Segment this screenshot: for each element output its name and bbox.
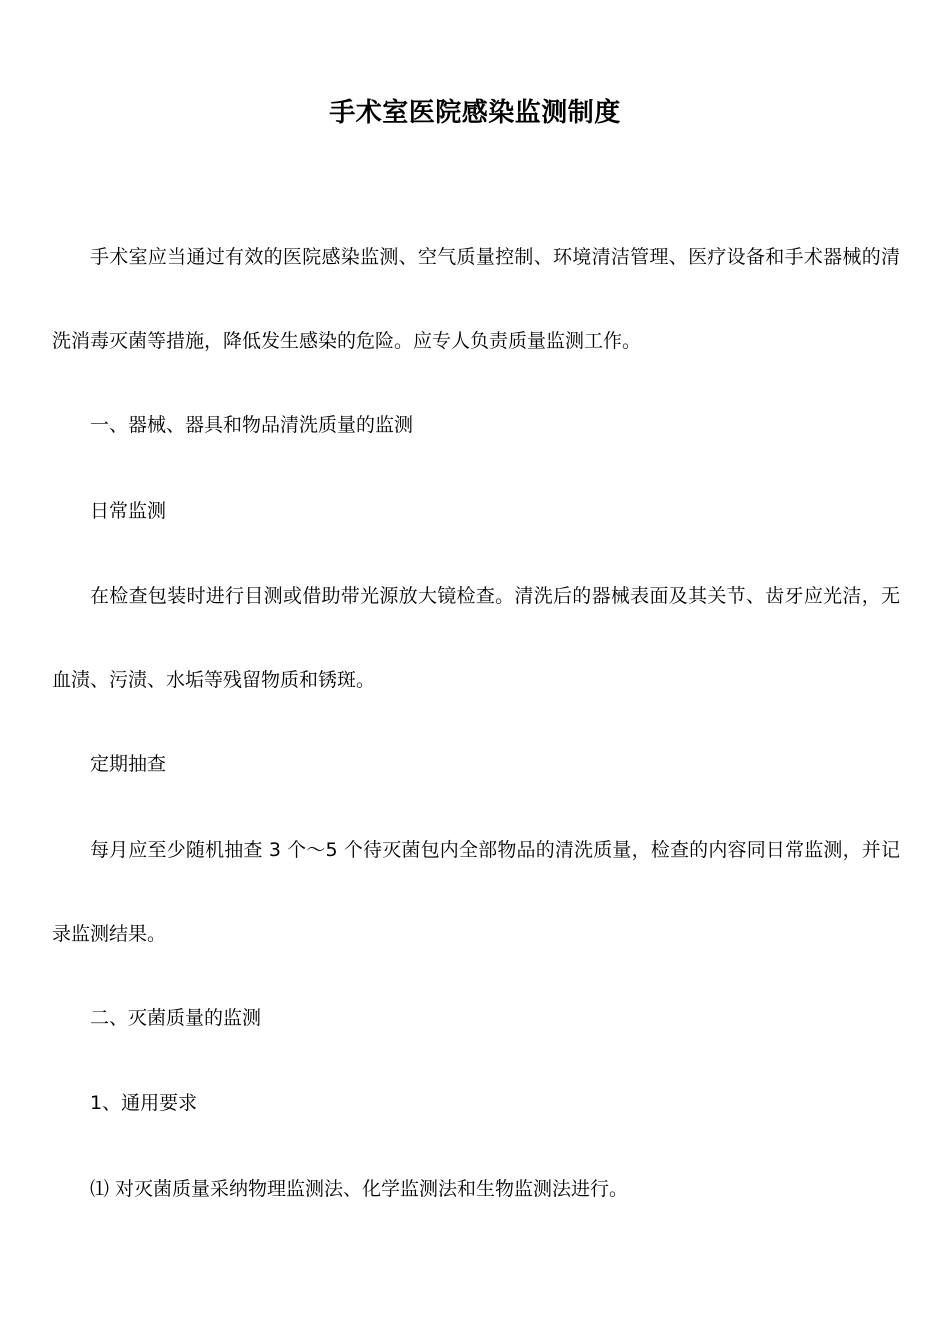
section-heading-cleaning-quality: 一、器械、器具和物品清洗质量的监测 bbox=[90, 414, 414, 436]
paragraph-periodic-check: 每月应至少随机抽查 3 个～5 个待灭菌包内全部物品的清洗质量，检查的内容同日常监测，并记录监测结果。 bbox=[52, 839, 900, 945]
paragraph-monitoring-methods: ⑴ 对灭菌质量采纳物理监测法、化学监测法和生物监测法进行。 bbox=[90, 1178, 629, 1200]
subheading-periodic-check: 定期抽查 bbox=[90, 753, 167, 775]
subheading-general-requirements: 1、通用要求 bbox=[90, 1092, 198, 1114]
section-heading-sterilization-quality: 二、灭菌质量的监测 bbox=[90, 1007, 262, 1029]
document-title: 手术室医院感染监测制度 bbox=[329, 98, 621, 129]
paragraph-daily-monitoring: 在检查包装时进行目测或借助带光源放大镜检查。清洗后的器械表面及其关节、齿牙应光洁，无血渍、污渍、水垢等残留物质和锈斑。 bbox=[52, 585, 900, 691]
paragraph-intro: 手术室应当通过有效的医院感染监测、空气质量控制、环境清洁管理、医疗设备和手术器械的清洗消毒灭菌等措施，降低发生感染的危险。应专人负责质量监测工作。 bbox=[52, 246, 900, 352]
subheading-daily-monitoring: 日常监测 bbox=[90, 500, 167, 522]
